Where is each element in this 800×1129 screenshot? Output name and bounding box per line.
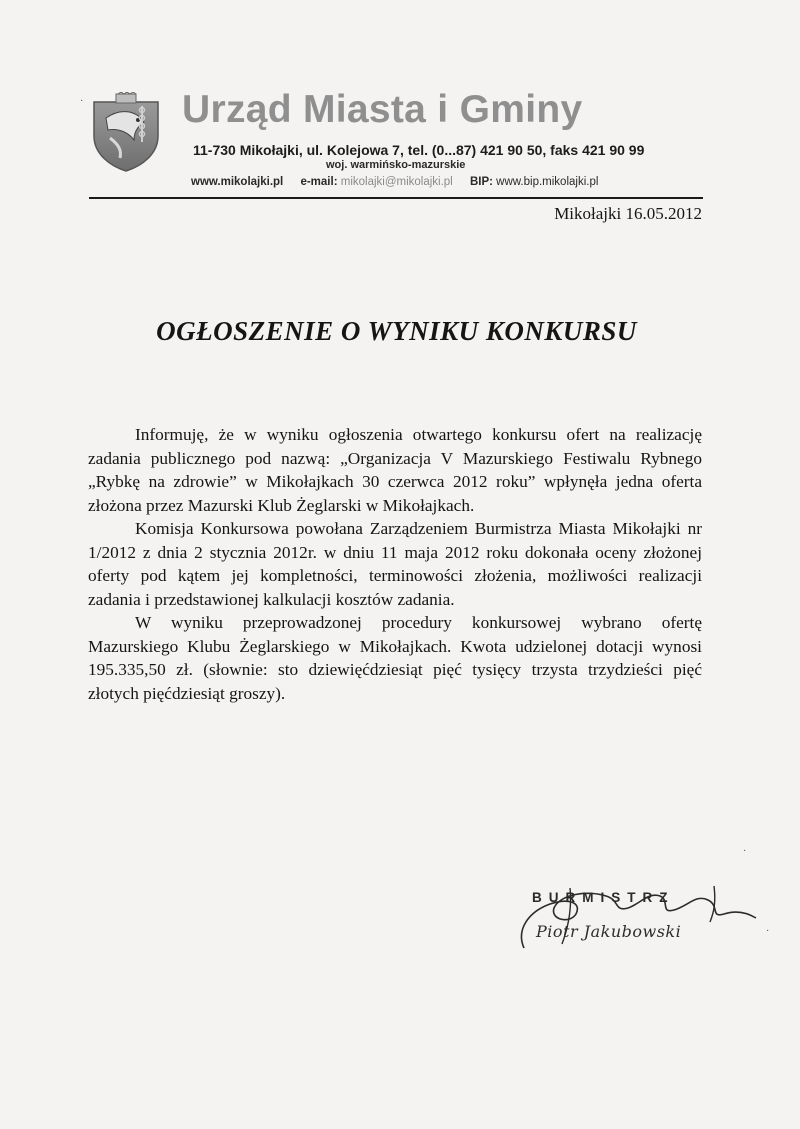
date-line: Mikołajki 16.05.2012: [554, 204, 702, 223]
office-contact-line: [191, 174, 711, 190]
office-address: 11-730 Mikołajki, ul. Kolejowa 7, tel. (0...87) 421 90 50, faks 421 90 99: [193, 142, 645, 158]
office-region: woj. warmińsko-mazurskie: [326, 159, 466, 171]
email-link[interactable]: mikolajki@mikolajki.pl: [340, 176, 453, 188]
letterhead-divider: [89, 197, 703, 199]
coat-of-arms-logo: [90, 92, 162, 172]
website-link[interactable]: www.mikolajki.pl: [191, 176, 284, 188]
paragraph: W wyniku przeprowadzonej procedury konkursowej wybrano ofertę Mazurskiego Klubu Żeglarskiego w Mikołajkach. Kwota udzielonej dotacji wynosi 195.335,50 zł. (słownie: sto dziewięćdziesiąt pięć tysięcy trzysta trzydzieści pięć złotych pięćdziesiąt groszy).: [88, 613, 702, 703]
stamp-heading: BURMISTRZ: [532, 890, 675, 905]
bip-label: BIP:: [469, 176, 493, 188]
office-name: Urząd Miasta i Gminy: [182, 88, 583, 131]
signature-stamp: [510, 878, 770, 958]
scan-dot: ·: [766, 926, 770, 937]
document-body: [88, 423, 702, 705]
scan-dot: ·: [80, 96, 84, 107]
paragraph: Informuję, że w wyniku ogłoszenia otwartego konkursu ofert na realizację zadania publicznego pod nazwą: „Organizacja V Mazurskiego Festiwalu Rybnego „Rybkę na zdrowie” w Mikołajkach 30 czerwca 2012 roku” wpłynęła jedna oferta złożona przez Mazurski Klub Żeglarski w Mikołajkach.: [88, 425, 702, 515]
scan-dot: ·: [743, 846, 747, 857]
bip-link[interactable]: www.bip.mikolajki.pl: [496, 176, 599, 188]
paragraph: Komisja Konkursowa powołana Zarządzeniem Burmistrza Miasta Mikołajki nr 1/2012 z dnia 2 stycznia 2012r. w dniu 11 maja 2012 roku dokonała oceny złożonej oferty pod kątem jej kompletności, terminowości złożenia, możliwości realizacji zadania i przedstawionej kalkulacji kosztów zadania.: [88, 519, 702, 609]
stamp-name: Piotr Jakubowski: [536, 922, 682, 941]
email-label: e-mail:: [300, 176, 338, 188]
document-title: OGŁOSZENIE O WYNIKU KONKURSU: [156, 316, 637, 346]
